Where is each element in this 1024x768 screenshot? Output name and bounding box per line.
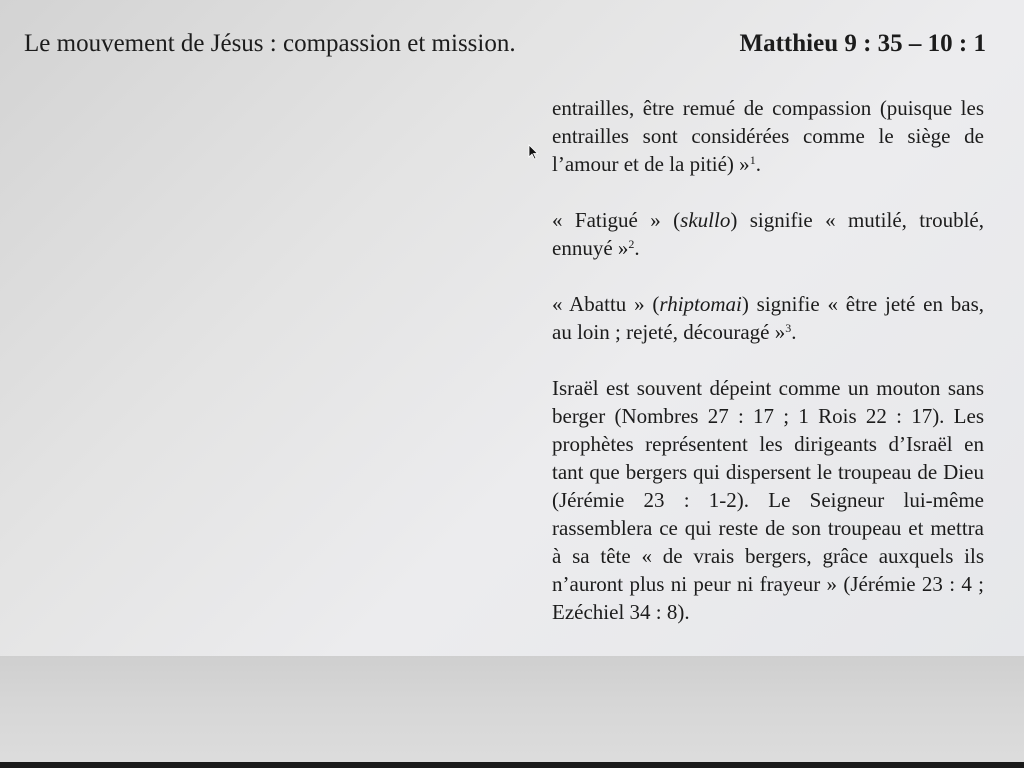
scripture-reference: Matthieu 9 : 35 – 10 : 1 bbox=[739, 30, 986, 57]
screen-bottom-edge bbox=[0, 762, 1024, 768]
paragraph-israel-shepherd: Israël est souvent dépeint comme un mouton sans berger (Nombres 27 : 17 ; 1 Rois 22 : 17). Les prophètes représentent les dirigeants d’Israël en tant que bergers qui dispersent le troupeau de Dieu (Jérémie 23 : 1-2). Le Seigneur lui-même rassemblera ce qui reste de son troupeau et mettra à sa tête « de vrais bergers, grâce auxquels ils n’auront plus ni peur ni frayeur » (Jérémie 23 : 4 ; Ezéchiel 34 : 8). bbox=[552, 376, 984, 624]
paragraph-lead: « Abattu » ( bbox=[552, 292, 660, 316]
page-header-title: Le mouvement de Jésus : compassion et mission. bbox=[24, 30, 516, 57]
text-column bbox=[552, 94, 984, 654]
greek-term: rhiptomai bbox=[659, 292, 742, 316]
paragraph-end: . bbox=[755, 152, 761, 176]
footnote-marker[interactable]: 3 bbox=[785, 321, 792, 335]
footnote-marker[interactable]: 2 bbox=[628, 237, 635, 251]
paragraph-rest: ) signifie « mutilé, troublé, ennuyé » bbox=[552, 208, 985, 260]
mouse-pointer-icon bbox=[528, 144, 540, 160]
paragraph-end: . bbox=[791, 320, 797, 344]
paragraph-fatigue bbox=[552, 206, 984, 262]
paragraph-rest: ) signifie « être jeté en bas, au loin ; rejeté, découragé » bbox=[552, 292, 985, 344]
paragraph-compassion bbox=[552, 94, 984, 178]
footnote-marker[interactable]: 1 bbox=[749, 153, 756, 167]
paragraph-abattu bbox=[552, 290, 984, 346]
paragraph-lead: « Fatigué » ( bbox=[552, 208, 681, 232]
paragraph-end: . bbox=[634, 236, 640, 260]
bottom-bar bbox=[0, 656, 1024, 768]
greek-term: skullo bbox=[680, 208, 731, 232]
paragraph-text: entrailles, être remué de compassion (puisque les entrailles sont considérées comme le siège de l’amour et de la pitié) » bbox=[552, 96, 984, 176]
